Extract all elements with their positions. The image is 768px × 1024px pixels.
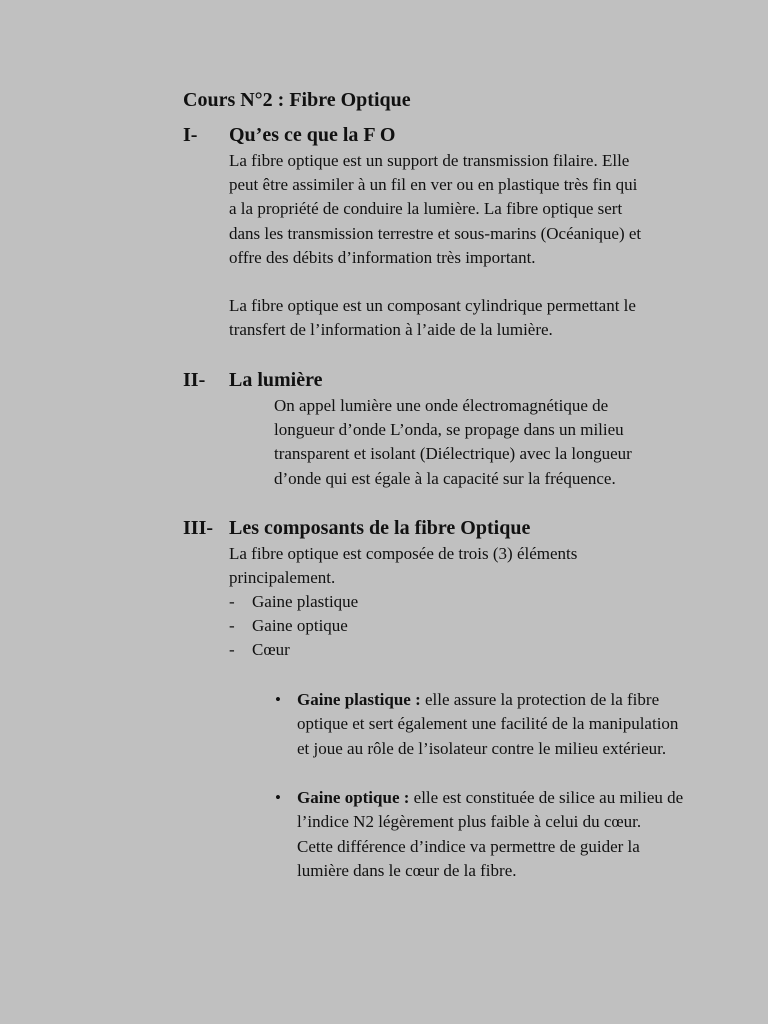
section-1-number: I- [183, 124, 198, 146]
list-marker: - [229, 616, 235, 635]
bullet-text: elle assure la protection de la fibre optique et sert également une facilité de la manipulation et joue au rôle de l’isolateur contre le milieu extérieur. [297, 690, 679, 758]
section-2-paragraph-1: On appel lumière une onde électromagnétique de longueur d’onde L’onda, se propage dans un milieu transparent et isolant (Diélectrique) avec la longueur d’onde qui est égale à la capacité sur la fréquence. [274, 396, 632, 488]
bullet-marker: • [275, 690, 281, 709]
bullet-item-gaine-optique [297, 786, 687, 884]
section-1-heading: Qu’es ce que la F O [229, 124, 396, 146]
list-item-label: Gaine plastique [252, 592, 359, 611]
list-item-label: Cœur [252, 640, 290, 659]
section-3-paragraph-1: La fibre optique est composée de trois (3) éléments principalement. [229, 544, 578, 588]
list-item [229, 614, 348, 638]
section-1-paragraph-2: La fibre optique est un composant cylindrique permettant le transfert de l’information à l’aide de la lumière. [229, 296, 636, 340]
page-title: Cours N°2 : Fibre Optique [183, 89, 411, 111]
bullet-extra-text: Cette différence d’indice va permettre de guider la lumière dans le cœur de la fibre. [297, 836, 640, 881]
list-item [229, 638, 290, 662]
bullet-term: Gaine optique : [297, 788, 410, 807]
list-marker: - [229, 592, 235, 611]
bullet-term: Gaine plastique : [297, 690, 421, 709]
list-item-label: Gaine optique [252, 616, 348, 635]
section-1-paragraph-1: La fibre optique est un support de transmission filaire. Elle peut être assimiler à un fil en ver ou en plastique très fin qui a la propriété de conduire la lumière. La fibre optique sert dans les transmission terrestre et sous-marins (Océanique) et offre des débits d’information très important. [229, 151, 642, 267]
bullet-text: elle est constituée de silice au milieu de l’indice N2 légèrement plus faible à celui du cœur. [297, 788, 684, 832]
section-3-number: III- [183, 517, 214, 539]
section-2-heading: La lumière [229, 369, 323, 391]
section-2-number: II- [183, 369, 206, 391]
list-item [229, 590, 358, 614]
list-marker: - [229, 640, 235, 659]
section-3-heading: Les composants de la fibre Optique [229, 517, 531, 539]
bullet-item-gaine-plastique [297, 688, 687, 761]
bullet-marker: • [275, 788, 281, 807]
